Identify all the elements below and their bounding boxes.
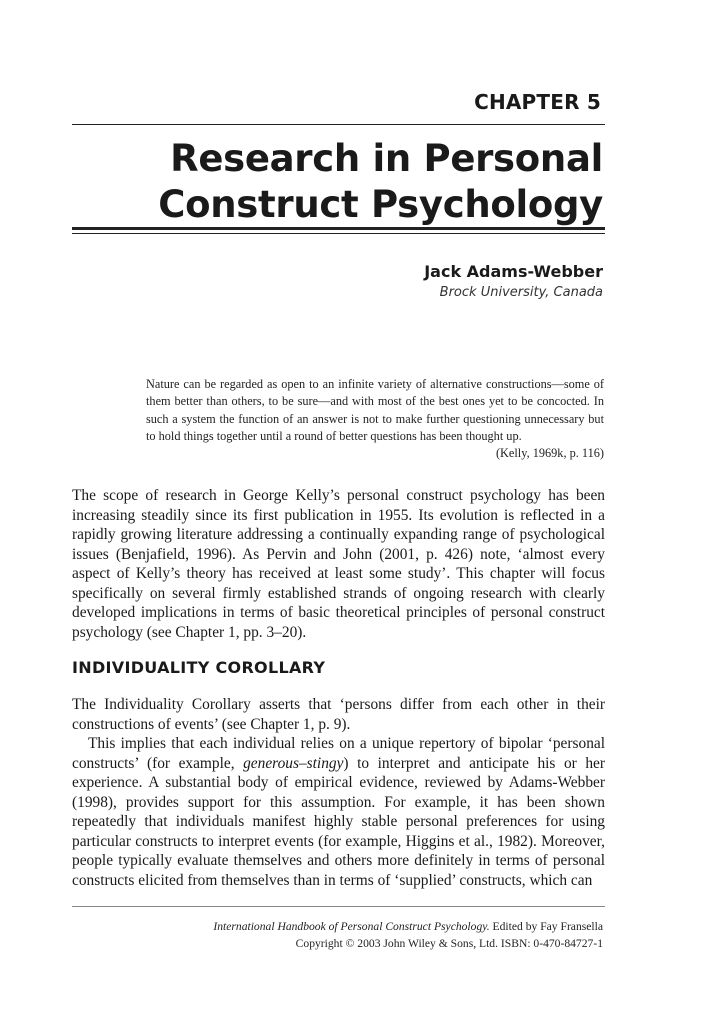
paragraph-2-text-a: This implies that each individual relies on a unique repertory of bipolar ‘personal constructs’ (for example,	[72, 735, 605, 772]
chapter-title-line-1: Research in Personal	[170, 137, 603, 180]
intro-paragraph: The scope of research in George Kelly’s personal construct psychology has been increasing steadily since its first publication in 1955. Its evolution is reflected in a rapidly growing literature addressing a continually expanding range of psychological issues (Benjafield, 1996). As Pervin and John (2001, p. 426) note, ‘almost every aspect of Kelly’s theory has received at least some study’. This chapter will focus specifically on several firmly established strands of ongoing research with clearly developed implications in terms of basic theoretical principles of personal construct psychology (see Chapter 1, pp. 3–20).	[72, 487, 605, 641]
chapter-title	[158, 136, 603, 228]
paragraph-2-text-b: ) to interpret and anticipate his or her experience. A substantial body of empirical evidence, reviewed by Adams-Webber (1998), provides support for this assumption. For example, it has been shown repeatedly that individuals manifest highly stable personal preferences for using particular constructs to interpret events (for example, Higgins et al., 1982). Moreover, people typically evaluate themselves and others more definitely in terms of personal constructs elicited from themselves than in terms of ‘supplied’ constructs, which can	[72, 754, 606, 889]
book-title: International Handbook of Personal Construct Psychology.	[213, 920, 490, 933]
chapter-title-line-2: Construct Psychology	[158, 183, 603, 226]
author-block	[424, 261, 603, 303]
section-body	[72, 695, 605, 890]
intro-paragraph-block	[72, 486, 605, 642]
epigraph-text: Nature can be regarded as open to an infinite variety of alternative constructions—some of them better than others, to be sure—and with most of the best ones yet to be concocted. In such a system the function of an answer is not to make further questioning unnecessary but to hold things together until a round of better questions has been thought up.	[146, 377, 604, 443]
footer	[213, 918, 603, 952]
author-affiliation: Brock University, Canada	[439, 285, 603, 300]
epigraph-citation: (Kelly, 1969k, p. 116)	[495, 446, 604, 461]
author-name: Jack Adams-Webber	[424, 262, 603, 281]
title-rule-thick	[72, 227, 605, 230]
section-paragraph-2	[72, 734, 605, 890]
top-rule	[72, 124, 605, 125]
footer-line-1	[213, 918, 603, 935]
chapter-label: CHAPTER 5	[474, 90, 601, 114]
editor-credit: Edited by Fay Fransella	[489, 920, 603, 933]
section-heading: INDIVIDUALITY COROLLARY	[72, 658, 326, 677]
construct-example: generous–stingy	[243, 754, 344, 772]
epigraph	[146, 376, 604, 462]
title-rule-thin	[72, 233, 605, 234]
copyright-line: Copyright © 2003 John Wiley & Sons, Ltd. ISBN: 0-470-84727-1	[295, 937, 603, 950]
section-paragraph-1: The Individuality Corollary asserts that ‘persons differ from each other in their constructions of events’ (see Chapter 1, p. 9).	[72, 696, 605, 733]
footer-rule	[72, 906, 605, 907]
